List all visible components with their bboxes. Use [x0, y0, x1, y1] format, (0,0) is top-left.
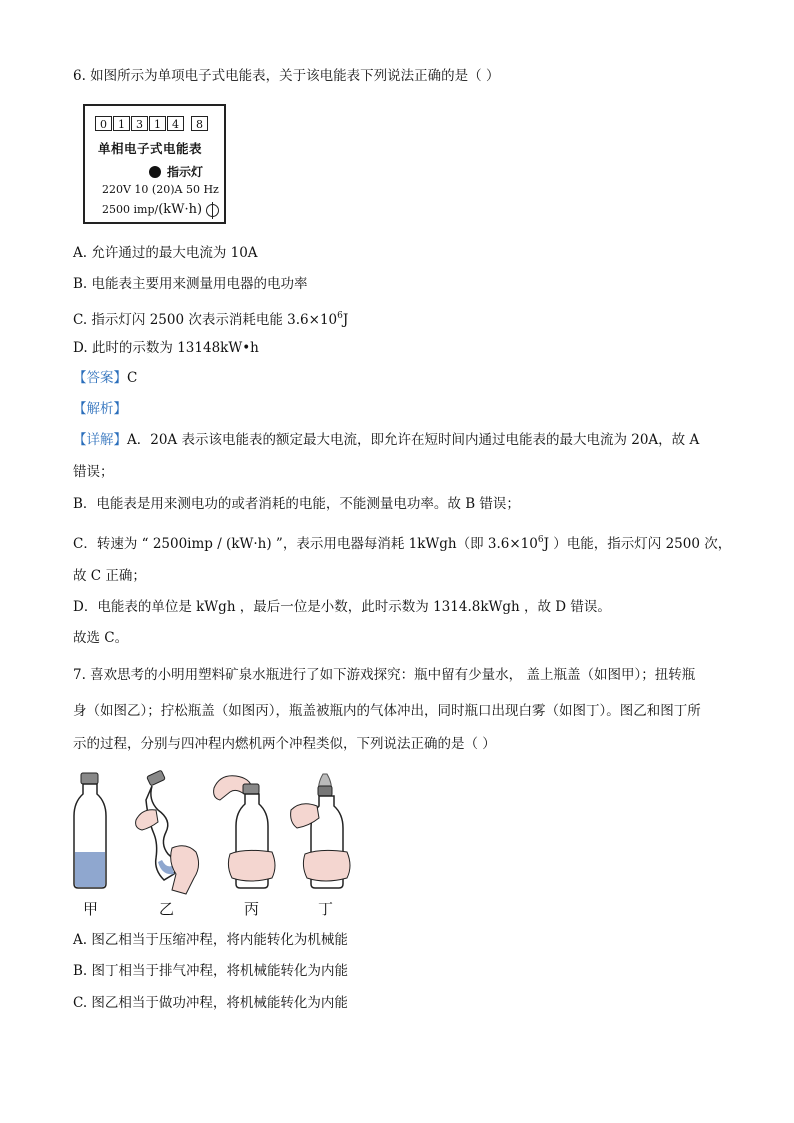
q6-answer	[73, 368, 137, 388]
figure-label-jia: 甲	[83, 900, 99, 918]
q6-option-c-unit: J	[342, 312, 349, 328]
meter-decimal-digit: 8	[191, 116, 208, 131]
q6-detail-c	[73, 530, 731, 554]
meter-digit: 1	[149, 116, 166, 131]
q6-detail-c-cont: 故 C 正确；	[73, 568, 146, 584]
answer-value: C	[127, 370, 138, 386]
detail-tag: 【详解】	[73, 432, 127, 448]
q6-detail-d: D．电能表的单位是 kWgh ，最后一位是小数，此时示数为 1314.8kWgh ，故 D 错误。	[73, 599, 611, 615]
meter-constant-value: 2500 imp/	[102, 203, 159, 216]
q6-option-c-exponent: 6	[337, 311, 343, 321]
figure-label-ding: 丁	[318, 900, 334, 918]
q7-option-b: B. 图丁相当于排气冲程，将机械能转化为内能	[73, 963, 349, 979]
meter-constant	[102, 202, 202, 217]
bottle-figure-jia	[70, 770, 110, 890]
detail-c-suffix: J ）电能，指示灯闪 2500 次，	[543, 536, 732, 552]
q7-option-a: A. 图乙相当于压缩冲程，将内能转化为机械能	[73, 932, 348, 948]
bottle-figure-ding	[287, 770, 357, 895]
indicator-lamp-icon	[149, 166, 161, 178]
q6-option-c	[73, 306, 348, 330]
meter-title: 单相电子式电能表	[98, 141, 203, 156]
detail-a-text: A．20A 表示该电能表的额定最大电流，即允许在短时间内通过电能表的最大电流为 20A，故 A	[127, 432, 700, 448]
q6-option-c-text: C. 指示灯闪 2500 次表示消耗电能 3.6×10	[73, 312, 338, 328]
q6-stem: 6. 如图所示为单项电子式电能表，关于该电能表下列说法正确的是（ ）	[73, 68, 500, 84]
q6-analysis-tag	[73, 399, 127, 419]
q6-detail-a-cont: 错误；	[73, 464, 114, 480]
meter-digit: 4	[167, 116, 184, 131]
q7-stem-line3: 示的过程，分别与四冲程内燃机两个冲程类似，下列说法正确的是（ ）	[73, 736, 496, 752]
figure-label-bing: 丙	[244, 900, 260, 918]
q7-stem-line2: 身（如图乙）；拧松瓶盖（如图丙），瓶盖被瓶内的气体冲出，同时瓶口出现白雾（如图丁）。图乙和图丁所	[73, 703, 701, 719]
analysis-tag: 【解析】	[73, 401, 127, 417]
meter-indicator	[149, 163, 203, 180]
bottle-figure-bing	[210, 770, 280, 895]
q6-option-d: D. 此时的示数为 13148kW•h	[73, 340, 259, 356]
q6-detail-b: B．电能表是用来测电功的或者消耗的电能，不能测量电功率。故 B 错误；	[73, 496, 520, 512]
q6-option-b: B. 电能表主要用来测量用电器的电功率	[73, 276, 308, 292]
meter-digit: 3	[131, 116, 148, 131]
meter-constant-unit: (kW·h)	[158, 202, 203, 217]
detail-c-text: C．转速为 “ 2500imp / (kW·h) ”，表示用电器每消耗 1kWgh（即 3.6×10	[73, 536, 538, 552]
figure-label-yi: 乙	[159, 900, 175, 918]
meter-digit: 1	[113, 116, 130, 131]
meter-digit-display	[95, 116, 209, 131]
energy-meter-figure	[83, 104, 226, 224]
meter-digit: 0	[95, 116, 112, 131]
answer-tag: 【答案】	[73, 370, 127, 386]
q6-option-a: A. 允许通过的最大电流为 10A	[73, 245, 258, 261]
bottle-figure-yi	[128, 770, 208, 900]
detail-c-exponent: 6	[537, 535, 544, 545]
indicator-label: 指示灯	[167, 165, 204, 179]
meter-rating: 220V 10 (20)A 50 Hz	[102, 183, 219, 196]
q6-conclusion: 故选 C。	[73, 630, 129, 646]
q6-detail-a	[73, 430, 699, 450]
phase-symbol-icon	[206, 204, 219, 217]
q7-stem-line1: 7. 喜欢思考的小明用塑料矿泉水瓶进行了如下游戏探究：瓶中留有少量水， 盖上瓶盖（如图甲）；扭转瓶	[73, 667, 696, 683]
q7-option-c: C. 图乙相当于做功冲程，将机械能转化为内能	[73, 995, 348, 1011]
